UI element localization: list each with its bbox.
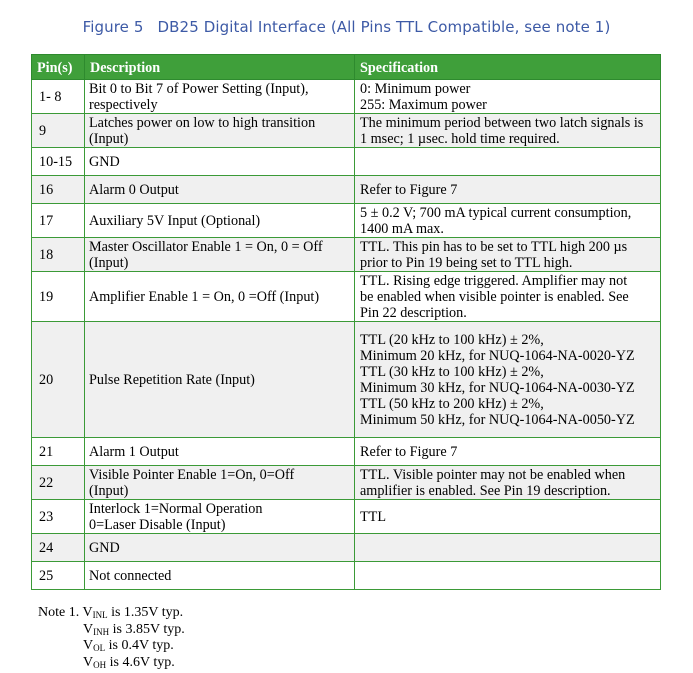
specification-line: be enabled when visible pointer is enabled. See: [360, 288, 629, 305]
voltage-subscript: INL: [92, 610, 108, 620]
figure-caption: [0, 18, 693, 36]
specification-cell: [355, 204, 661, 238]
description-line: 0=Laser Disable (Input): [89, 516, 226, 533]
specification-cell: [355, 438, 661, 466]
specification-cell: [355, 80, 661, 114]
voltage-symbol: V: [82, 605, 93, 620]
specification-line: Minimum 30 kHz, for NUQ-1064-NA-0030-YZ: [360, 379, 635, 396]
pin-cell: 10-15: [32, 148, 85, 176]
table-row: [32, 238, 661, 272]
specification-line: TTL (20 kHz to 100 kHz) ± 2%,: [360, 331, 544, 348]
description-line: Alarm 0 Output: [89, 181, 179, 198]
description-line: Alarm 1 Output: [89, 443, 179, 460]
specification-line: TTL: [360, 508, 386, 525]
description-cell: [85, 204, 355, 238]
description-line: Latches power on low to high transition: [89, 114, 316, 131]
description-line: Master Oscillator Enable 1 = On, 0 = Off: [89, 238, 323, 255]
specification-line: Refer to Figure 7: [360, 181, 458, 198]
specification-line: prior to Pin 19 being set to TTL high.: [360, 254, 573, 271]
table-row: [32, 148, 661, 176]
table-row: [32, 80, 661, 114]
description-line: Visible Pointer Enable 1=On, 0=Off: [89, 466, 295, 483]
specification-line: 0: Minimum power: [360, 80, 471, 97]
specification-line: 255: Maximum power: [360, 96, 487, 113]
voltage-subscript: OL: [93, 643, 106, 653]
table-row: [32, 500, 661, 534]
description-cell: [85, 438, 355, 466]
specification-line: TTL. This pin has to be set to TTL high 200 µs: [360, 238, 628, 255]
pin-cell: 19: [32, 272, 85, 322]
voltage-symbol: V: [83, 621, 94, 637]
specification-cell: [355, 176, 661, 204]
specification-line: Refer to Figure 7: [360, 443, 458, 460]
pin-cell: 23: [32, 500, 85, 534]
specification-cell: [355, 562, 661, 590]
header-specification: Specification: [355, 55, 661, 80]
table-row: [32, 322, 661, 438]
description-cell: [85, 272, 355, 322]
specification-line: 1400 mA max.: [360, 220, 444, 237]
description-cell: [85, 80, 355, 114]
note-line: [38, 605, 185, 622]
pin-cell: 9: [32, 114, 85, 148]
pin-cell: 24: [32, 534, 85, 562]
description-cell: [85, 114, 355, 148]
voltage-value: is 3.85V typ.: [109, 621, 185, 637]
specification-cell: [355, 148, 661, 176]
description-cell: [85, 148, 355, 176]
header-pin: Pin(s): [32, 55, 85, 80]
note-line: [38, 655, 185, 672]
specification-line: TTL. Visible pointer may not be enabled when: [360, 466, 626, 483]
pin-cell: 16: [32, 176, 85, 204]
description-cell: [85, 562, 355, 590]
figure-title: DB25 Digital Interface (All Pins TTL Compatible, see note 1): [157, 18, 611, 36]
description-cell: [85, 238, 355, 272]
note-line: [38, 622, 185, 639]
pin-cell: 22: [32, 466, 85, 500]
specification-line: TTL. Rising edge triggered. Amplifier may not: [360, 272, 628, 289]
description-cell: [85, 500, 355, 534]
note-label: Note 1.: [38, 605, 80, 620]
table-body: [32, 80, 661, 590]
note-block: [38, 605, 185, 671]
specification-cell: [355, 238, 661, 272]
table-row: [32, 176, 661, 204]
table-row: [32, 272, 661, 322]
description-cell: [85, 534, 355, 562]
description-line: Interlock 1=Normal Operation: [89, 500, 263, 517]
voltage-subscript: OH: [93, 659, 107, 670]
description-line: (Input): [89, 254, 129, 271]
description-line: Not connected: [89, 567, 172, 584]
description-line: (Input): [89, 130, 129, 147]
specification-line: Minimum 20 kHz, for NUQ-1064-NA-0020-YZ: [360, 347, 635, 364]
specification-line: TTL (50 kHz to 200 kHz) ± 2%,: [360, 395, 544, 412]
description-line: Auxiliary 5V Input (Optional): [89, 212, 261, 229]
pin-cell: 1- 8: [32, 80, 85, 114]
voltage-value: is 0.4V typ.: [105, 638, 174, 653]
pin-table: [31, 54, 661, 590]
table-row: [32, 466, 661, 500]
description-line: (Input): [89, 482, 129, 499]
description-line: GND: [89, 153, 120, 170]
description-line: GND: [89, 539, 120, 556]
pin-cell: 18: [32, 238, 85, 272]
voltage-value: is 1.35V typ.: [107, 605, 184, 620]
table-header-row: [32, 55, 661, 80]
specification-line: TTL (30 kHz to 100 kHz) ± 2%,: [360, 363, 544, 380]
specification-line: 1 msec; 1 µsec. hold time required.: [360, 130, 560, 147]
description-cell: [85, 466, 355, 500]
description-cell: [85, 176, 355, 204]
header-description: Description: [85, 55, 355, 80]
voltage-value: is 4.6V typ.: [106, 654, 175, 670]
description-line: respectively: [89, 96, 158, 113]
specification-line: Minimum 50 kHz, for NUQ-1064-NA-0050-YZ: [360, 411, 635, 428]
specification-cell: [355, 500, 661, 534]
description-line: Bit 0 to Bit 7 of Power Setting (Input),: [89, 80, 309, 97]
description-line: Amplifier Enable 1 = On, 0 =Off (Input): [89, 288, 320, 305]
figure-number: Figure 5: [82, 18, 144, 36]
specification-line: Pin 22 description.: [360, 304, 467, 321]
specification-cell: [355, 466, 661, 500]
specification-line: The minimum period between two latch signals is: [360, 114, 644, 131]
voltage-symbol: V: [83, 638, 94, 653]
pin-cell: 21: [32, 438, 85, 466]
pin-cell: 17: [32, 204, 85, 238]
specification-cell: [355, 114, 661, 148]
table-row: [32, 562, 661, 590]
note-line: [38, 638, 185, 655]
pin-cell: 25: [32, 562, 85, 590]
table-row: [32, 438, 661, 466]
table-row: [32, 534, 661, 562]
specification-line: amplifier is enabled. See Pin 19 description.: [360, 482, 611, 499]
description-line: Pulse Repetition Rate (Input): [89, 371, 255, 388]
pin-cell: 20: [32, 322, 85, 438]
description-cell: [85, 322, 355, 438]
voltage-subscript: INH: [93, 626, 110, 637]
table-row: [32, 204, 661, 238]
specification-line: 5 ± 0.2 V; 700 mA typical current consumption,: [360, 204, 632, 221]
specification-cell: [355, 534, 661, 562]
voltage-symbol: V: [83, 654, 94, 670]
specification-cell: [355, 322, 661, 438]
specification-cell: [355, 272, 661, 322]
table-row: [32, 114, 661, 148]
